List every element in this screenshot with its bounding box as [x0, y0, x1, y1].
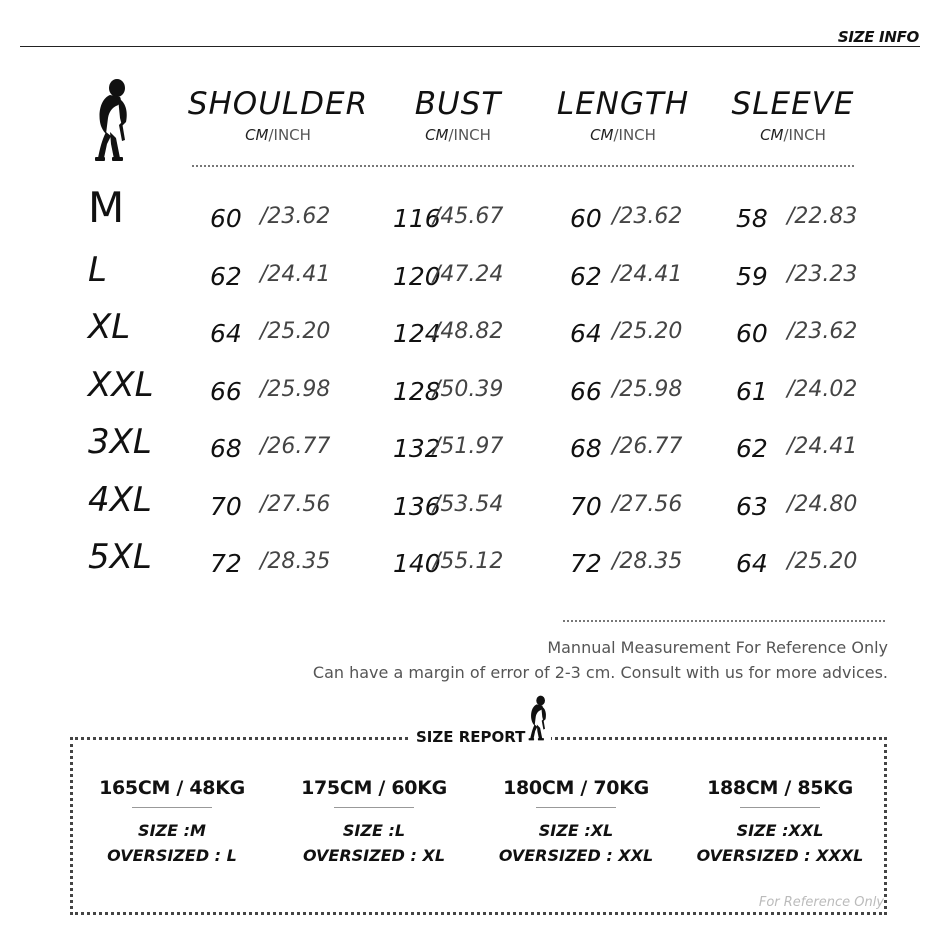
inch-value: /51.97 [433, 434, 504, 459]
column-header-shoulder [183, 86, 373, 144]
report-oversized: OVERSIZED : XL [302, 846, 446, 865]
cm-value: 140 [393, 549, 441, 578]
inch-value: /45.67 [433, 204, 504, 229]
report-oversized: OVERSIZED : XXL [498, 846, 654, 865]
size-row [0, 363, 950, 417]
report-size: SIZE :L [342, 821, 406, 840]
inch-value: /23.62 [260, 204, 331, 229]
inch-value: /23.23 [787, 261, 858, 287]
size-label: L [88, 249, 107, 290]
report-entry [274, 777, 474, 868]
cm-value: 68 [570, 434, 602, 463]
size-row [0, 420, 950, 474]
size-info-title: SIZE INFO [837, 28, 919, 46]
header-dotted-divider [192, 165, 854, 167]
cm-value: 63 [736, 491, 768, 521]
note-line-1: Mannual Measurement For Reference Only [547, 638, 888, 657]
size-row [0, 248, 950, 302]
inch-value: /22.83 [787, 204, 858, 229]
report-entry [680, 777, 880, 868]
inch-value: /26.77 [612, 434, 683, 459]
cm-value: 70 [570, 491, 602, 521]
size-label: 5XL [88, 537, 152, 577]
cm-value: 59 [736, 261, 768, 291]
size-row [0, 183, 950, 244]
cm-value: 68 [210, 434, 242, 463]
size-report-title: SIZE REPORT [408, 725, 533, 749]
size-label: XXL [88, 364, 154, 405]
inch-value: /27.56 [260, 491, 331, 517]
column-header-length [528, 86, 718, 144]
report-size: SIZE :XL [538, 821, 614, 840]
report-size: SIZE :XXL [736, 821, 824, 840]
reference-only-footnote: For Reference Only [758, 895, 884, 910]
inch-value: /50.39 [433, 376, 504, 402]
inch-value: /25.20 [787, 549, 858, 574]
size-label: M [88, 183, 125, 232]
column-title: SHOULDER [187, 86, 369, 122]
cm-value: 62 [570, 261, 602, 291]
report-oversized: OVERSIZED : L [107, 846, 237, 865]
report-divider [132, 807, 212, 808]
cm-value: 72 [570, 549, 602, 578]
report-height-weight: 188CM / 85KG [707, 777, 853, 799]
report-height-weight: 165CM / 48KG [99, 777, 245, 799]
hunched-figure-small-icon [527, 694, 551, 746]
size-label: 4XL [88, 479, 152, 520]
cm-value: 136 [393, 491, 441, 521]
report-height-weight: 175CM / 60KG [301, 777, 447, 799]
column-title: BUST [414, 86, 502, 122]
inch-value: /27.56 [612, 491, 683, 517]
cm-value: 64 [210, 319, 242, 348]
cm-value: 60 [570, 204, 602, 233]
column-title: LENGTH [556, 86, 690, 122]
report-entry [72, 777, 272, 868]
cm-value: 72 [210, 549, 242, 578]
notes-dotted-divider [563, 620, 885, 622]
inch-value: /48.82 [433, 319, 504, 344]
cm-value: 116 [393, 204, 441, 233]
cm-value: 62 [210, 261, 242, 291]
cm-value: 124 [393, 319, 441, 348]
cm-value: 120 [393, 261, 441, 291]
inch-value: /26.77 [260, 434, 331, 459]
inch-value: /23.62 [787, 319, 858, 344]
report-oversized: OVERSIZED : XXXL [696, 846, 864, 865]
inch-value: /24.41 [787, 434, 858, 459]
inch-value: /24.80 [787, 491, 858, 517]
cm-value: 58 [736, 204, 768, 233]
size-row [0, 305, 950, 359]
size-row [0, 478, 950, 532]
inch-value: /24.41 [260, 261, 331, 287]
inch-value: /47.24 [433, 261, 504, 287]
size-row [0, 535, 950, 589]
inch-value: /25.98 [612, 376, 683, 402]
cm-value: 132 [393, 434, 441, 463]
inch-value: /24.41 [612, 261, 683, 287]
column-header-sleeve [698, 86, 888, 144]
inch-value: /53.54 [433, 491, 504, 517]
cm-value: 61 [736, 376, 768, 406]
cm-value: 70 [210, 491, 242, 521]
inch-value: /25.98 [260, 376, 331, 402]
report-divider [536, 807, 616, 808]
header-divider [20, 46, 920, 47]
report-divider [334, 807, 414, 808]
inch-value: /28.35 [612, 549, 683, 574]
report-divider [740, 807, 820, 808]
report-height-weight: 180CM / 70KG [503, 777, 649, 799]
inch-value: /24.02 [787, 376, 858, 402]
inch-value: /55.12 [433, 549, 504, 574]
cm-value: 66 [210, 376, 242, 406]
column-title: SLEEVE [731, 86, 855, 122]
cm-value: 64 [736, 549, 768, 578]
cm-value: 60 [210, 204, 242, 233]
inch-value: /25.20 [612, 319, 683, 344]
column-header-bust [363, 86, 553, 144]
column-unit: CM/INCH [425, 126, 491, 144]
size-label: XL [88, 307, 131, 347]
hunched-figure-icon [92, 78, 136, 162]
cm-value: 64 [570, 319, 602, 348]
note-line-2: Can have a margin of error of 2-3 cm. Consult with us for more advices. [312, 663, 888, 682]
column-unit: CM/INCH [760, 126, 826, 144]
column-unit: CM/INCH [590, 126, 656, 144]
inch-value: /23.62 [612, 204, 683, 229]
inch-value: /28.35 [260, 549, 331, 574]
cm-value: 60 [736, 319, 768, 348]
cm-value: 128 [393, 376, 441, 406]
report-size: SIZE :M [138, 821, 206, 840]
report-entry [476, 777, 676, 868]
inch-value: /25.20 [260, 319, 331, 344]
size-label: 3XL [88, 422, 152, 462]
cm-value: 66 [570, 376, 602, 406]
column-unit: CM/INCH [245, 126, 311, 144]
cm-value: 62 [736, 434, 768, 463]
